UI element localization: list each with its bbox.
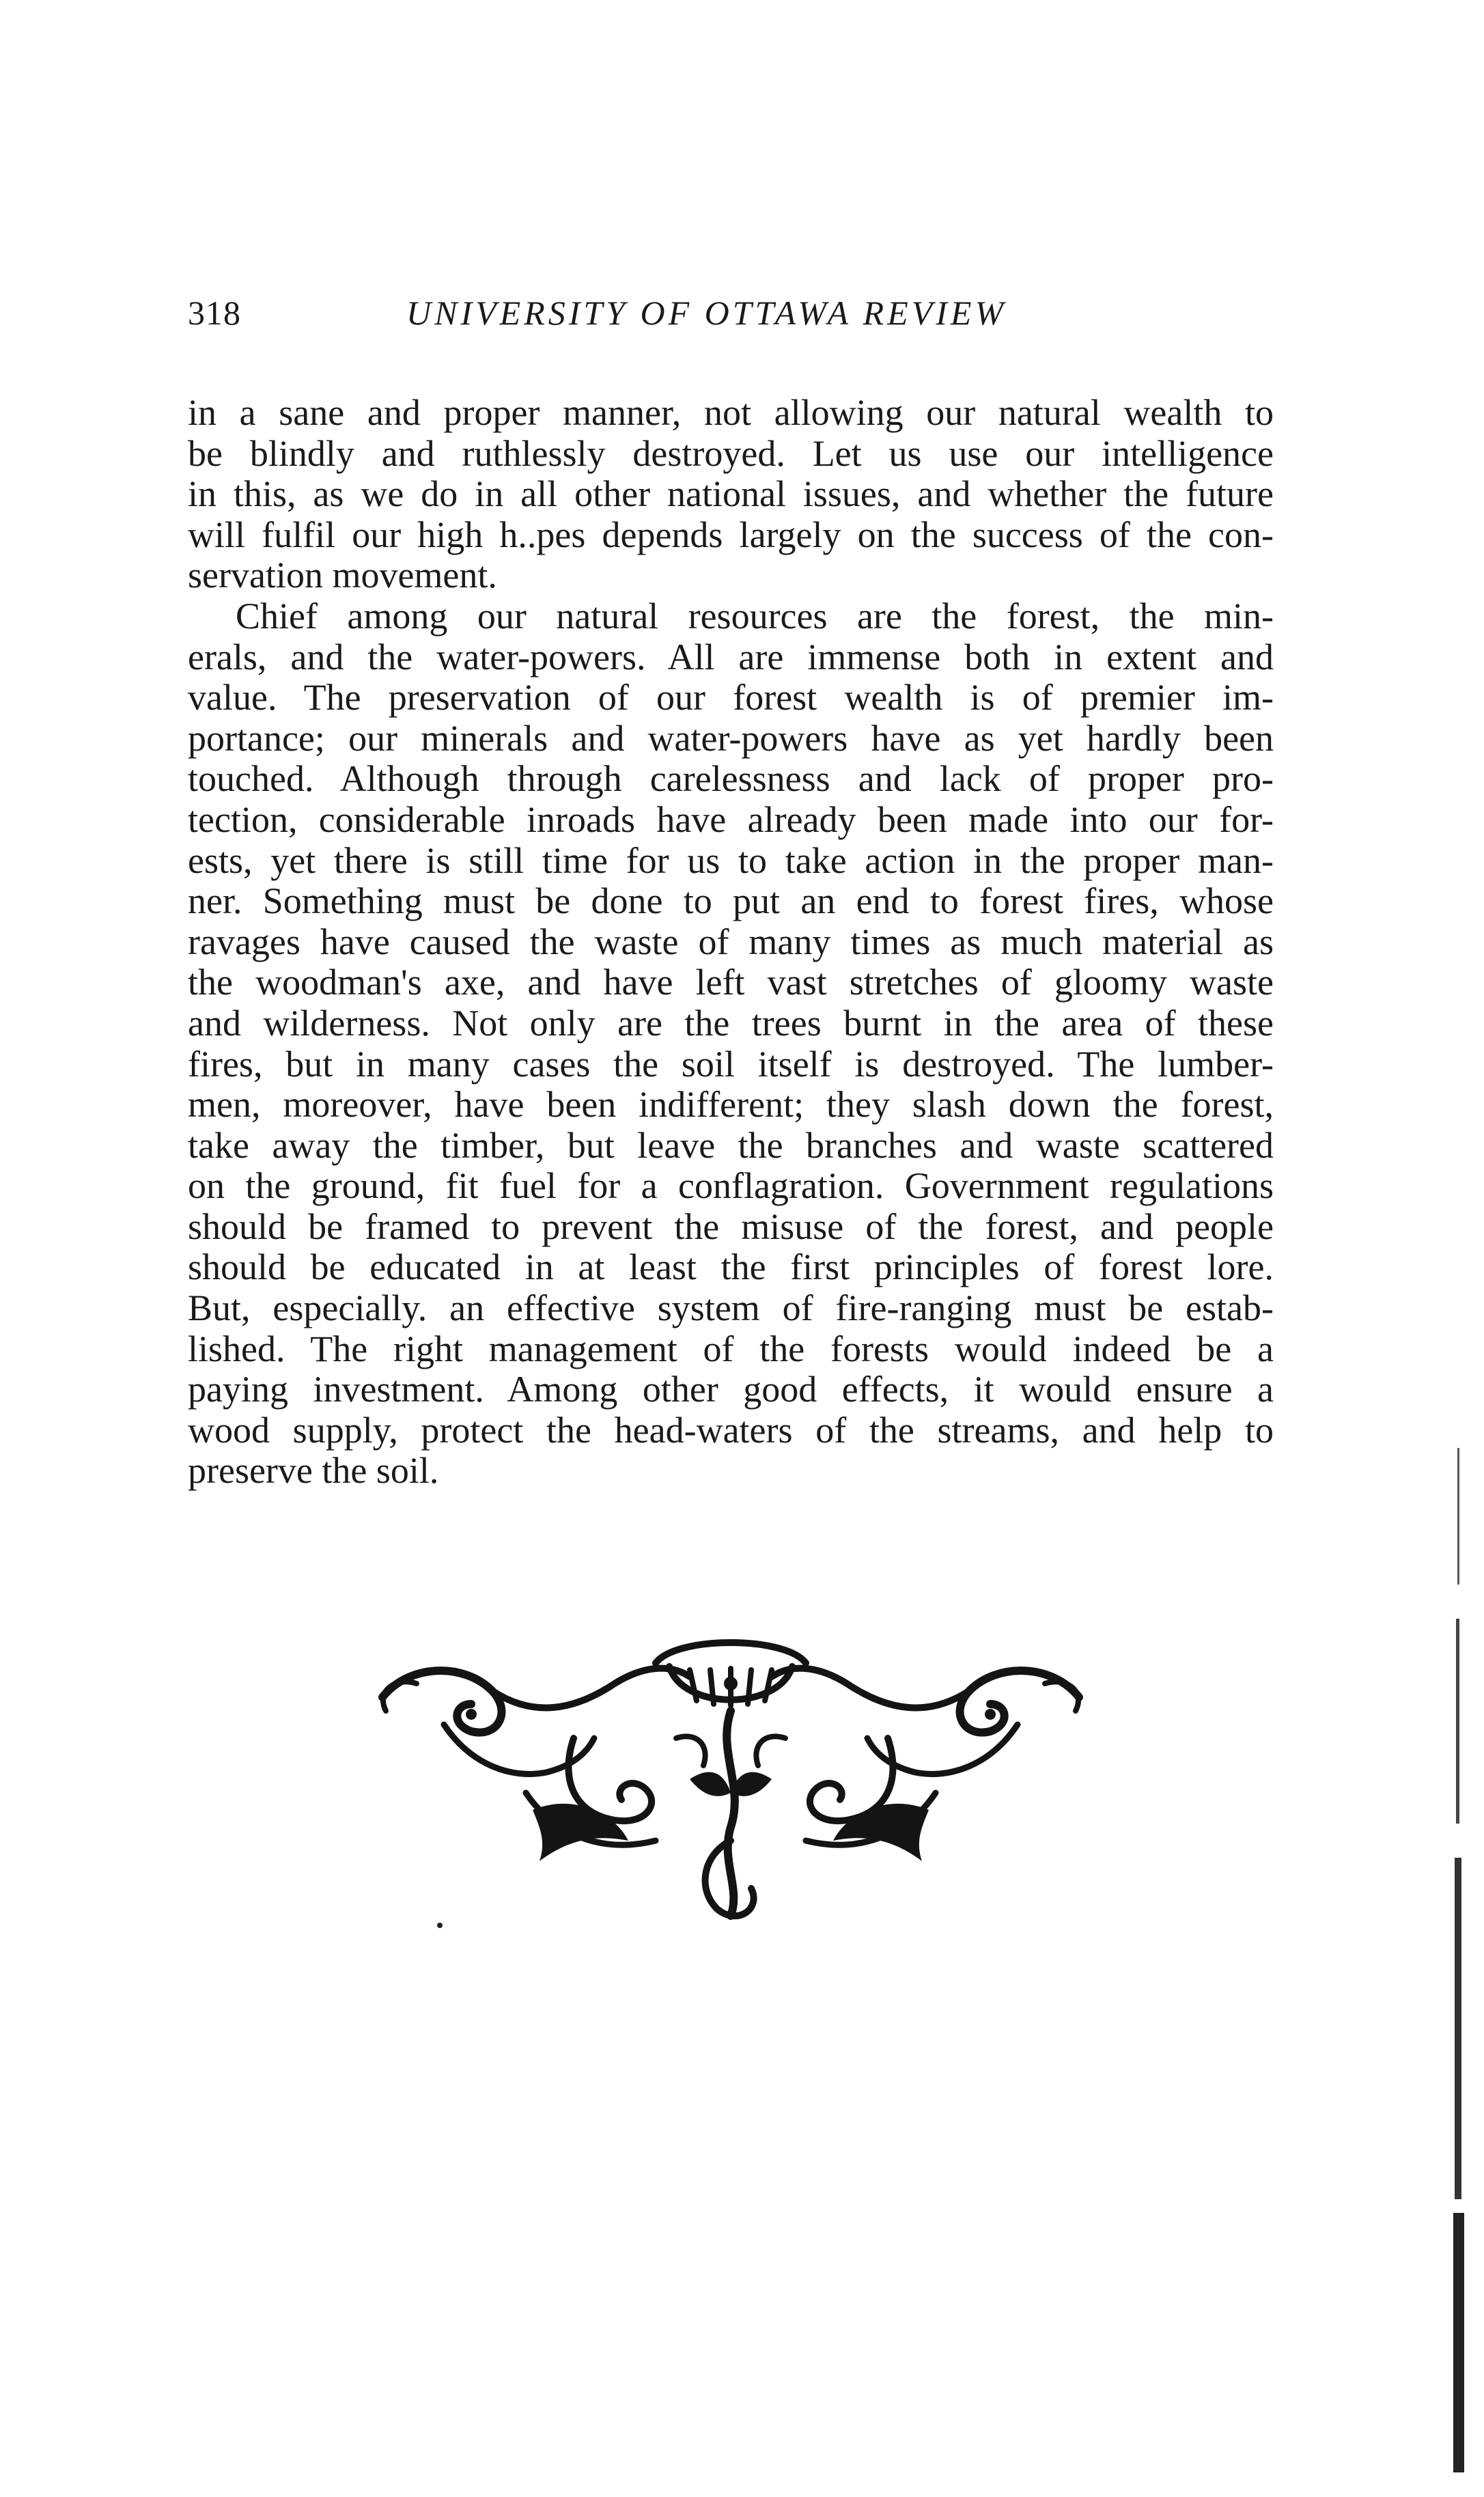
text-line: touched. Although through carelessness and lack of proper pro- xyxy=(188,758,1274,800)
text-line: servation movement. xyxy=(188,555,497,596)
text-line: will fulfil our high h..pes depends largely on the success of the con- xyxy=(188,514,1274,555)
journal-title: UNIVERSITY OF OTTAWA REVIEW xyxy=(406,294,1007,332)
text-line: fires, but in many cases the soil itself is destroyed. The lumber- xyxy=(188,1043,1274,1085)
text-line: preserve the soil. xyxy=(188,1450,439,1492)
text-line: in a sane and proper manner, not allowing our natural wealth to xyxy=(188,392,1274,433)
text-line: men, moreover, have been indifferent; they slash down the forest, xyxy=(188,1084,1274,1126)
text-line: tection, considerable inroads have already been made into our for- xyxy=(188,798,1274,840)
text-line: ests, yet there is still time for us to take action in the proper man- xyxy=(188,839,1274,881)
text-line: portance; our minerals and water-powers have as yet hardly been xyxy=(188,717,1274,759)
text-line: should be framed to prevent the misuse of the forest, and people xyxy=(188,1205,1274,1247)
text-line: erals, and the water-powers. All are immense both in extent and xyxy=(188,636,1274,678)
text-line: and wilderness. Not only are the trees burnt in the area of these xyxy=(188,1002,1274,1044)
text-line: value. The preservation of our forest wealth is of premier im- xyxy=(188,677,1274,719)
text-line: ner. Something must be done to put an end to forest fires, whose xyxy=(188,880,1274,922)
floral-tailpiece-ornament-icon xyxy=(369,1636,1093,1929)
text-line: ravages have caused the waste of many times as much material as xyxy=(188,921,1274,962)
text-line: lished. The right management of the forests would indeed be a xyxy=(188,1328,1274,1369)
text-line: be blindly and ruthlessly destroyed. Let us use our intelligence xyxy=(188,432,1274,474)
text-line: Chief among our natural resources are the forest, the min- xyxy=(236,595,1274,637)
text-line: should be educated in at least the first principles of forest lore. xyxy=(188,1246,1274,1288)
ink-speck xyxy=(437,1923,443,1928)
scan-edge-mark xyxy=(1449,1448,1470,2497)
text-line: But, especially. an effective system of fire-ranging must be estab- xyxy=(188,1287,1274,1329)
text-line: the woodman's axe, and have left vast stretches of gloomy waste xyxy=(188,962,1274,1003)
text-line: on the ground, fit fuel for a conflagration. Government regulations xyxy=(188,1165,1274,1207)
text-line: paying investment. Among other good effects, it would ensure a xyxy=(188,1369,1274,1410)
page-number: 318 xyxy=(188,294,241,332)
text-line: in this, as we do in all other national issues, and whether the future xyxy=(188,473,1274,515)
text-line: take away the timber, but leave the branches and waste scattered xyxy=(188,1124,1274,1166)
text-line: wood supply, protect the head-waters of the streams, and help to xyxy=(188,1409,1274,1451)
running-head xyxy=(188,285,1280,340)
body-text xyxy=(188,393,1274,1492)
